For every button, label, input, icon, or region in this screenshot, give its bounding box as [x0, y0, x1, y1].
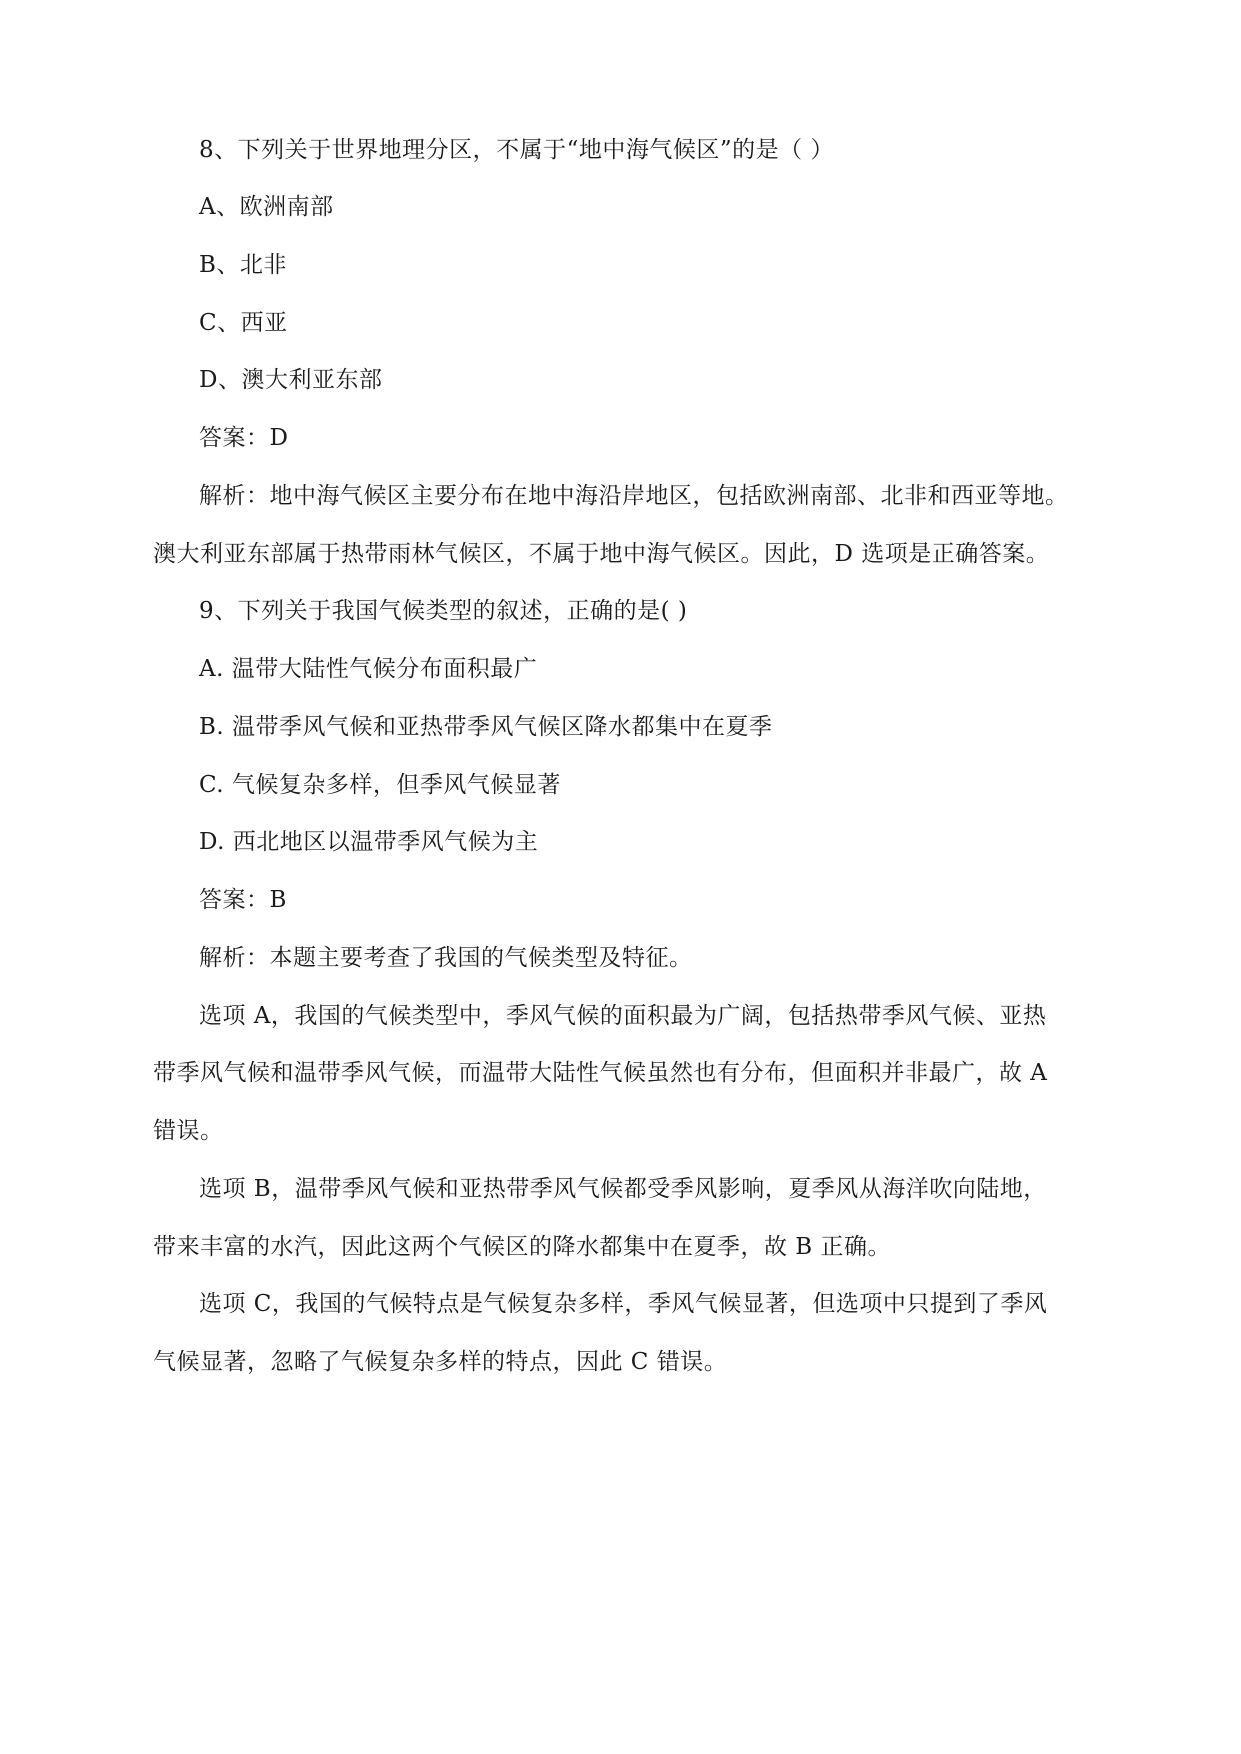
q9-option-a-analysis-line-3: 错误。 [153, 1118, 224, 1144]
q8-option-c: C、西亚 [199, 310, 288, 336]
q9-option-c: C. 气候复杂多样，但季风气候显著 [199, 772, 561, 798]
q9-option-a-analysis-line-2: 带季风气候和温带季风气候，而温带大陆性气候虽然也有分布，但面积并非最广，故 A [153, 1060, 1048, 1086]
q9-analysis-intro: 解析：本题主要考查了我国的气候类型及特征。 [199, 945, 693, 971]
q9-option-a-analysis-line-1: 选项 A，我国的气候类型中，季风气候的面积最为广阔，包括热带季风气候、亚热 [199, 1003, 1047, 1029]
q9-option-d: D. 西北地区以温带季风气候为主 [199, 829, 539, 855]
q9-option-c-analysis-line-2: 气候显著，忽略了气候复杂多样的特点，因此 C 错误。 [153, 1349, 728, 1375]
q9-answer: 答案：B [199, 887, 287, 913]
q8-option-a: A、欧洲南部 [199, 194, 334, 220]
q8-option-d: D、澳大利亚东部 [199, 367, 383, 393]
q8-option-b: B、北非 [199, 252, 287, 278]
q9-option-c-analysis-line-1: 选项 C，我国的气候特点是气候复杂多样，季风气候显著，但选项中只提到了季风 [199, 1291, 1048, 1317]
q9-option-b-analysis-line-1: 选项 B，温带季风气候和亚热带季风气候都受季风影响，夏季风从海洋吹向陆地， [199, 1176, 1047, 1202]
q8-analysis-line-1: 解析：地中海气候区主要分布在地中海沿岸地区，包括欧洲南部、北非和西亚等地。 [199, 483, 1069, 509]
q9-option-b: B. 温带季风气候和亚热带季风气候区降水都集中在夏季 [199, 714, 773, 740]
question-8: 8、下列关于世界地理分区，不属于“地中海气候区”的是（ ） [199, 137, 834, 163]
q8-analysis-line-2: 澳大利亚东部属于热带雨林气候区，不属于地中海气候区。因此，D 选项是正确答案。 [153, 541, 1050, 567]
q9-option-a: A. 温带大陆性气候分布面积最广 [199, 656, 538, 682]
question-9: 9、下列关于我国气候类型的叙述，正确的是( ) [199, 598, 688, 624]
q9-option-b-analysis-line-2: 带来丰富的水汽，因此这两个气候区的降水都集中在夏季，故 B 正确。 [153, 1234, 892, 1260]
q8-answer: 答案：D [199, 425, 289, 451]
